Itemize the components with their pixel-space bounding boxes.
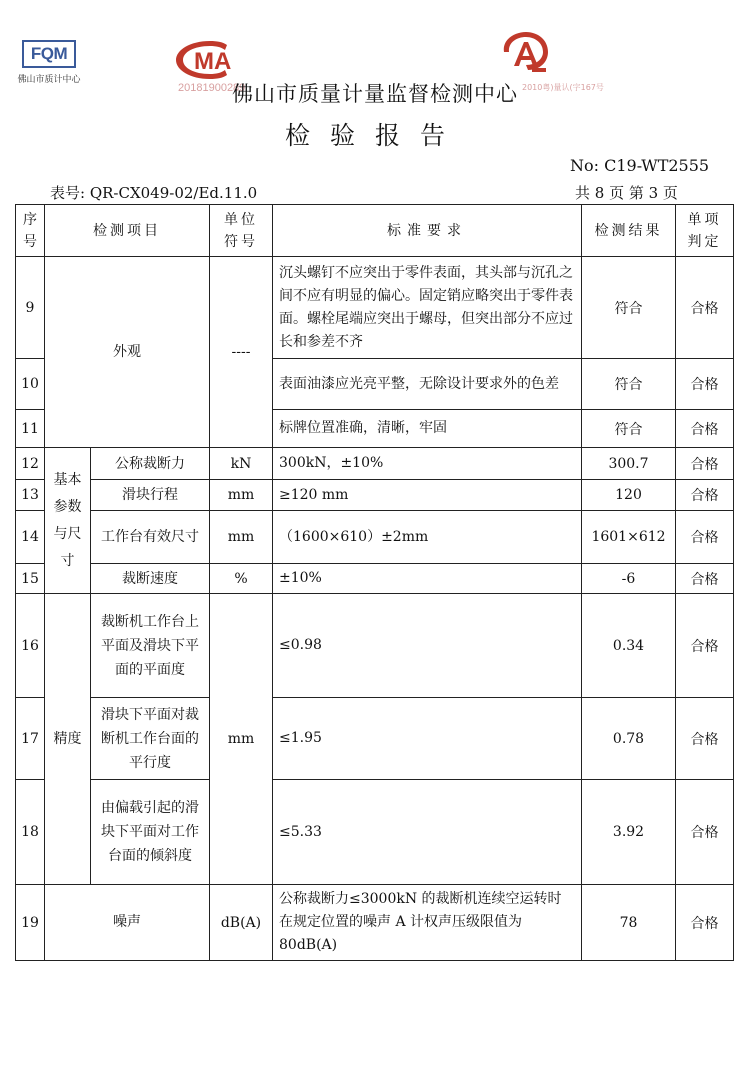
unit-cell: mm	[210, 594, 273, 885]
unit-cell: dB(A)	[210, 885, 273, 961]
item-cell: 工作台有效尺寸	[91, 511, 210, 564]
result-cell: 符合	[582, 257, 676, 359]
table-row	[16, 594, 734, 698]
verdict-cell: 合格	[676, 780, 734, 885]
requirement-cell: ≥120 mm	[273, 480, 582, 511]
row-number: 9	[16, 257, 45, 359]
verdict-cell: 合格	[676, 885, 734, 961]
requirement-cell: 300kN，±10%	[273, 448, 582, 480]
result-cell: 1601×612	[582, 511, 676, 564]
requirement-cell: 表面油漆应光亮平整，无除设计要求外的色差	[273, 359, 582, 410]
category-noise: 噪声	[45, 885, 210, 961]
header-unit: 单位符号	[210, 205, 273, 257]
header-requirement: 标准要求	[273, 205, 582, 257]
unit-cell: kN	[210, 448, 273, 480]
verdict-cell: 合格	[676, 511, 734, 564]
table-header-row	[16, 205, 734, 257]
verdict-cell: 合格	[676, 698, 734, 780]
header-verdict: 单项判定	[676, 205, 734, 257]
table-row	[16, 257, 734, 359]
table-row	[16, 885, 734, 961]
report-title: 检验报告	[284, 121, 465, 150]
row-number: 19	[16, 885, 45, 961]
row-number: 14	[16, 511, 45, 564]
row-number: 13	[16, 480, 45, 511]
result-cell: 78	[582, 885, 676, 961]
requirement-cell: 公称裁断力≤3000kN 的裁断机连续空运转时在规定位置的噪声 A 计权声压级限值为 80dB(A)	[273, 885, 582, 961]
result-cell: 符合	[582, 410, 676, 448]
header-item: 检测项目	[45, 205, 210, 257]
header-result: 检测结果	[582, 205, 676, 257]
report-number: No: C19-WT2555	[570, 156, 710, 175]
table-row	[16, 698, 734, 780]
fqm-logo-caption: 佛山市质计中心	[17, 75, 81, 85]
item-cell: 滑块下平面对裁断机工作台面的平行度	[91, 698, 210, 780]
result-cell: 300.7	[582, 448, 676, 480]
requirement-cell: ≤1.95	[273, 698, 582, 780]
requirement-cell: ≤5.33	[273, 780, 582, 885]
row-number: 12	[16, 448, 45, 480]
item-cell: 裁断速度	[91, 564, 210, 594]
cal-number: 2010粤)量认(字167号	[522, 83, 604, 92]
table-row	[16, 480, 734, 511]
table-row	[16, 448, 734, 480]
verdict-cell: 合格	[676, 359, 734, 410]
requirement-cell: 标牌位置准确，清晰，牢固	[273, 410, 582, 448]
verdict-cell: 合格	[676, 410, 734, 448]
result-cell: 0.34	[582, 594, 676, 698]
requirement-cell: ≤0.98	[273, 594, 582, 698]
result-cell: 3.92	[582, 780, 676, 885]
result-cell: 120	[582, 480, 676, 511]
category-accuracy: 精度	[45, 594, 91, 885]
requirement-cell: 沉头螺钉不应突出于零件表面，其头部与沉孔之间不应有明显的偏心。固定销应略突出于零件表面。螺栓尾端应突出于螺母，但突出部分不应过长和参差不齐	[273, 257, 582, 359]
fqm-logo: FQM	[22, 40, 76, 68]
item-cell: 裁断机工作台上平面及滑块下平面的平面度	[91, 594, 210, 698]
row-number: 11	[16, 410, 45, 448]
row-number: 10	[16, 359, 45, 410]
unit-cell: mm	[210, 511, 273, 564]
verdict-cell: 合格	[676, 594, 734, 698]
report-table	[15, 204, 734, 961]
form-number: 表号: QR-CX049-02/Ed.11.0	[50, 184, 258, 202]
table-row	[16, 511, 734, 564]
center-name: 佛山市质量计量监督检测中心	[232, 82, 518, 106]
unit-cell: mm	[210, 480, 273, 511]
verdict-cell: 合格	[676, 257, 734, 359]
verdict-cell: 合格	[676, 448, 734, 480]
table-row	[16, 564, 734, 594]
row-number: 15	[16, 564, 45, 594]
row-number: 16	[16, 594, 45, 698]
table-row	[16, 780, 734, 885]
cma-logo-text: MA	[194, 48, 232, 75]
unit-cell: %	[210, 564, 273, 594]
category-appearance: 外观	[45, 257, 210, 448]
row-number: 17	[16, 698, 45, 780]
result-cell: 0.78	[582, 698, 676, 780]
row-number: 18	[16, 780, 45, 885]
requirement-cell: ±10%	[273, 564, 582, 594]
requirement-cell: （1600×610）±2mm	[273, 511, 582, 564]
item-cell: 滑块行程	[91, 480, 210, 511]
result-cell: -6	[582, 564, 676, 594]
verdict-cell: 合格	[676, 564, 734, 594]
cma-number: 20181900289	[178, 82, 246, 94]
unit-cell: ----	[210, 257, 273, 448]
result-cell: 符合	[582, 359, 676, 410]
header-seq: 序号	[16, 205, 45, 257]
category-basic-params: 基本参数与尺寸	[45, 448, 91, 594]
item-cell: 由偏载引起的滑块下平面对工作台面的倾斜度	[91, 780, 210, 885]
item-cell: 公称裁断力	[91, 448, 210, 480]
page-info: 共 8 页 第 3 页	[575, 184, 678, 202]
verdict-cell: 合格	[676, 480, 734, 511]
